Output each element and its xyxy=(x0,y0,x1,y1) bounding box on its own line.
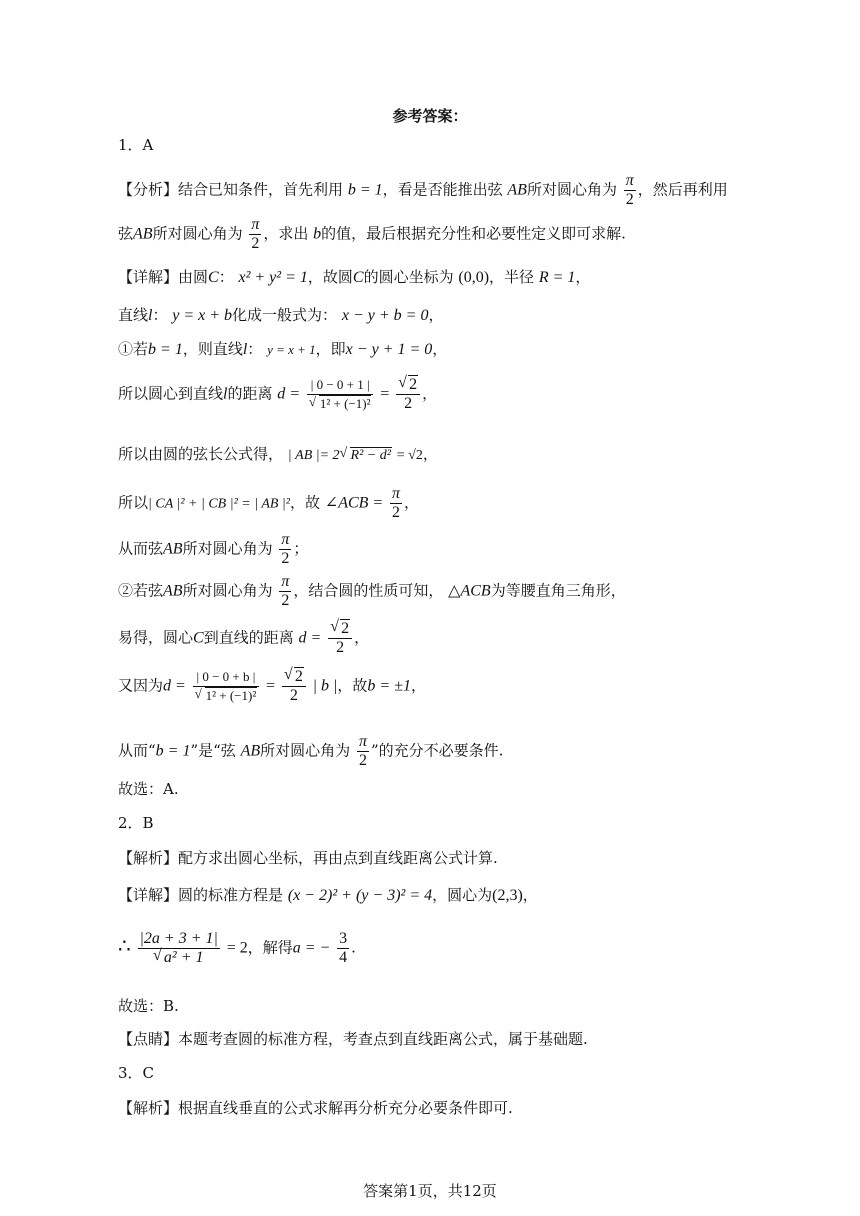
q1-final: 从而“b = 1”是“弦 AB所对圆心角为 $\frac{\pi}{2}$ ”的充分不必要条件. xyxy=(118,733,504,769)
q1-analysis-line1: 【分析】结合已知条件，首先利用 b = 1，看是否能推出弦 AB所对圆心角为 $\frac{\pi}{2}$ ，然后再利用 xyxy=(118,172,728,208)
q1-distance: 所以圆心到直线l的距离 d = | 0 − 0 + 1 | √ 1² + (−1)² = √ $\frac{2}{2}$ ， xyxy=(118,376,437,413)
q2-analysis: 【解析】配方求出圆心坐标，再由点到直线距离公式计算. xyxy=(118,849,498,867)
q1-detail-line2: 直线l： y = x + b化成一般式为： x − y + b = 0， xyxy=(118,306,444,324)
q2-calc: ∴ |2a + 3 + 1| √ a² + 1 = 2，解得a = − $\frac{3}{4}$ . xyxy=(118,930,356,967)
page-footer: 答案第1页，共12页 xyxy=(363,1182,497,1200)
pi-over-2: $\frac{\pi}{2}$ xyxy=(625,172,634,208)
q1-number: 1．A xyxy=(118,136,154,154)
q3-analysis: 【解析】根据直线垂直的公式求解再分析充分必要条件即可. xyxy=(118,1099,513,1117)
q2-comment: 【点睛】本题考查圆的标准方程，考查点到直线距离公式，属于基础题. xyxy=(118,1030,588,1048)
q1-analysis-line2: 弦AB所对圆心角为 $\frac{\pi}{2}$ ，求出 b的值，最后根据充分性和必要性定义即可求解. xyxy=(118,216,626,252)
q1-case2: ②若弦AB所对圆心角为 $\frac{\pi}{2}$ ，结合圆的性质可知， △ACB为等腰直角三角形， xyxy=(118,573,626,609)
q1-conclusion1: 从而弦AB所对圆心角为 $\frac{\pi}{2}$ ； xyxy=(118,531,309,567)
page-title: 参考答案： xyxy=(392,107,468,125)
q1-distance2: 又因为d = | 0 − 0 + b | √ 1² + (−1)² = √ $\frac{2}{2}$ | b |，故b = ±1， xyxy=(118,668,426,705)
detail-tag: 【详解】 xyxy=(118,268,179,286)
q3-number: 3．C xyxy=(118,1064,155,1082)
q2-detail: 【详解】圆的标准方程是 (x − 2)² + (y − 3)² = 4，圆心为(2,3)， xyxy=(118,886,538,904)
q1-detail-line1: 【详解】由圆C： x² + y² = 1，故圆C的圆心坐标为 (0,0)，半径 R = 1， xyxy=(118,268,591,286)
analysis-tag: 【分析】 xyxy=(118,180,179,199)
q2-number: 2．B xyxy=(118,814,154,832)
q1-pythagoras: 所以| CA |² + | CB |² = | AB |²，故 ∠ACB = $\frac{\pi}{2}$ ， xyxy=(118,485,420,521)
q1-choice: 故选：A. xyxy=(118,780,179,798)
q2-choice: 故选：B. xyxy=(118,997,179,1015)
q1-easy: 易得，圆心C到直线的距离 d = √ $\frac{2}{2}$ ， xyxy=(118,620,369,657)
q1-chord: 所以由圆的弦长公式得， | AB |= 2√ R² − d² = √2， xyxy=(118,443,438,464)
q1-case1: ①若b = 1，则直线l： y = x + 1，即x − y + 1 = 0， xyxy=(118,340,448,358)
